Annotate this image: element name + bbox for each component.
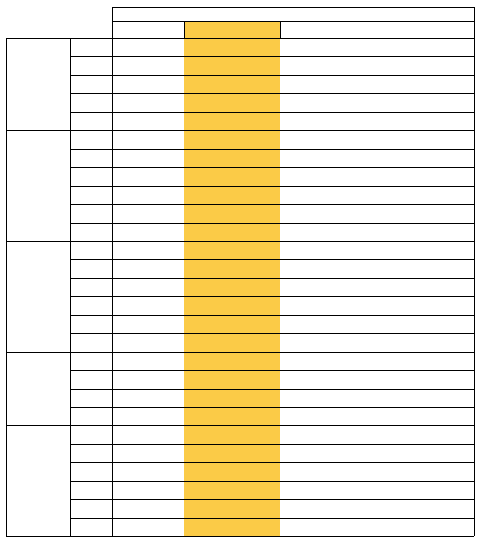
miyazu-departure-time: [233, 241, 280, 259]
arrow-miyazu-east: [280, 186, 403, 204]
amino-time: [353, 241, 403, 259]
arrow-nishimaizuru-miyazu: [162, 75, 184, 93]
amino-time: [353, 167, 403, 185]
toyooka-time: [403, 315, 474, 333]
miyazu-arrival-time: [184, 444, 233, 462]
arrow-nishimaizuru-miyazu: [162, 462, 184, 480]
miyazu-arrival-time: [184, 223, 233, 241]
arrow-nishimaizuru-miyazu: [162, 241, 184, 259]
station-amino: [353, 21, 403, 38]
miyazu-arrival-time: [184, 38, 233, 56]
arrow-nishimaizuru-miyazu: [162, 149, 184, 167]
miyazu-arrival-time: [184, 370, 233, 388]
nishimaizuru-time: [112, 112, 162, 130]
arrow-nishimaizuru-miyazu: [162, 186, 184, 204]
toyooka-time: [403, 370, 474, 388]
train-number: [70, 462, 112, 480]
arrow-miyazu-east: [280, 130, 403, 148]
miyazu-departure-time: [233, 315, 280, 333]
toyooka-time: [403, 186, 474, 204]
miyazu-arrival-time: [184, 241, 233, 259]
train-number: [70, 112, 112, 130]
train-number: [70, 75, 112, 93]
train-number: [70, 481, 112, 499]
amino-time: [353, 518, 403, 536]
arrow-nishimaizuru-miyazu: [162, 315, 184, 333]
nishimaizuru-time: [112, 315, 162, 333]
miyazu-arrival-time: [184, 499, 233, 517]
miyazu-arrival-time: [184, 204, 233, 222]
miyazu-departure-time: [233, 130, 280, 148]
miyazu-departure-time: [233, 75, 280, 93]
nishimaizuru-time: [112, 38, 162, 56]
nishimaizuru-time: [112, 425, 162, 443]
miyazu-arrival-time: [184, 278, 233, 296]
amino-time: [353, 278, 403, 296]
nishimaizuru-time: [112, 149, 162, 167]
train-number: [70, 204, 112, 222]
miyazu-arrival-time: [184, 75, 233, 93]
arrow-nishimaizuru-miyazu: [162, 38, 184, 56]
arrow-nishimaizuru-miyazu: [162, 481, 184, 499]
miyazu-arrival-time: [184, 389, 233, 407]
nishimaizuru-time: [112, 278, 162, 296]
train-number: [70, 518, 112, 536]
miyazu-departure-time: [233, 278, 280, 296]
station-mineyama: [280, 21, 353, 38]
day-date: [6, 241, 70, 259]
arrow-miyazu-east: [280, 518, 353, 536]
arrow-nishimaizuru-miyazu: [162, 518, 184, 536]
day-date: [6, 425, 70, 443]
arrow-miyazu-east: [280, 75, 403, 93]
arrow-nishimaizuru-miyazu: [162, 56, 184, 74]
toyooka-time: [403, 481, 474, 499]
miyazu-departure-time: [233, 499, 280, 517]
nishimaizuru-time: [112, 56, 162, 74]
miyazu-departure-time: [233, 223, 280, 241]
miyazu-arrival-time: [184, 149, 233, 167]
nishimaizuru-time: [112, 241, 162, 259]
miyazu-departure-time: [233, 389, 280, 407]
nishimaizuru-time: [112, 518, 162, 536]
nishimaizuru-time: [112, 93, 162, 111]
nishimaizuru-time: [112, 444, 162, 462]
header-mid-border: [112, 21, 474, 22]
train-number: [70, 444, 112, 462]
miyazu-arrival-time: [184, 259, 233, 277]
miyazu-departure-time: [233, 462, 280, 480]
arrow-miyazu-east: [280, 315, 403, 333]
miyazu-arrival-time: [184, 56, 233, 74]
nishimaizuru-time: [112, 499, 162, 517]
train-number: [70, 38, 112, 56]
train-number: [70, 241, 112, 259]
arrow-nishimaizuru-miyazu: [162, 444, 184, 462]
train-number: [70, 352, 112, 370]
train-number: [70, 315, 112, 333]
toyooka-time: [403, 352, 474, 370]
train-number: [70, 407, 112, 425]
arrow-miyazu-east: [280, 462, 403, 480]
miyazu-arrival-time: [184, 296, 233, 314]
table-right-border: [474, 38, 475, 536]
arrow-nishimaizuru-miyazu: [162, 93, 184, 111]
train-number: [70, 296, 112, 314]
day-date: [6, 352, 70, 370]
train-number: [70, 333, 112, 351]
nishimaizuru-time: [112, 481, 162, 499]
miyazu-departure-time: [233, 112, 280, 130]
nishimaizuru-time: [112, 389, 162, 407]
arrow-nishimaizuru-miyazu: [162, 499, 184, 517]
toyooka-time: [403, 389, 474, 407]
station-toyooka: [403, 21, 474, 38]
miyazu-arrival-time: [184, 518, 233, 536]
train-number: [70, 186, 112, 204]
arrow-miyazu-east: [280, 149, 353, 167]
arrow-miyazu-east: [280, 223, 353, 241]
arrow-nishimaizuru-miyazu: [162, 204, 184, 222]
train-number: [70, 370, 112, 388]
toyooka-time: [403, 38, 474, 56]
nishimaizuru-time: [112, 407, 162, 425]
toyooka-time: [403, 333, 474, 351]
miyazu-arrival-time: [184, 315, 233, 333]
miyazu-departure-time: [233, 56, 280, 74]
arrow-nishimaizuru-miyazu: [162, 259, 184, 277]
toyooka-time: [403, 499, 474, 517]
miyazu-arrival-time: [184, 333, 233, 351]
arrow-miyazu-east: [280, 370, 403, 388]
miyazu-departure-time: [233, 186, 280, 204]
miyazu-time: [184, 425, 280, 443]
miyazu-departure-time: [233, 38, 280, 56]
miyazu-arrival-time: [184, 130, 233, 148]
arrow-nishimaizuru-miyazu: [162, 223, 184, 241]
station-nishimaizuru: [112, 21, 172, 38]
miyazu-departure-time: [233, 370, 280, 388]
amino-time: [353, 149, 403, 167]
nishimaizuru-time: [112, 296, 162, 314]
miyazu-arrival-time: [184, 112, 233, 130]
nishimaizuru-time: [112, 370, 162, 388]
arrow-miyazu-east: [280, 241, 353, 259]
miyazu-departure-time: [233, 352, 280, 370]
header-title: [112, 7, 474, 21]
arrow-nishimaizuru-miyazu: [162, 425, 184, 443]
arrow-miyazu-east: [280, 481, 403, 499]
train-number: [70, 56, 112, 74]
toyooka-time: [403, 93, 474, 111]
amino-time: [353, 259, 403, 277]
nishimaizuru-time: [112, 167, 162, 185]
arrow-nishimaizuru-miyazu: [162, 370, 184, 388]
arrow-miyazu-east: [280, 499, 403, 517]
nishimaizuru-time: [112, 186, 162, 204]
arrow-miyazu-east: [280, 204, 403, 222]
arrow-miyazu-east: [280, 167, 353, 185]
header-miyazu-right: [280, 21, 281, 38]
toyooka-time: [403, 204, 474, 222]
train-number: [70, 223, 112, 241]
toyooka-time: [403, 56, 474, 74]
miyazu-arrival-time: [184, 167, 233, 185]
arrow-miyazu-east: [280, 278, 353, 296]
nishimaizuru-time: [112, 204, 162, 222]
toyooka-time: [403, 75, 474, 93]
arrow-miyazu-east: [280, 444, 403, 462]
nishimaizuru-time: [112, 333, 162, 351]
day-date: [6, 38, 70, 56]
arrow-miyazu-east: [280, 259, 353, 277]
miyazu-departure-time: [233, 167, 280, 185]
miyazu-departure-time: [233, 444, 280, 462]
train-number: [70, 499, 112, 517]
arrow-miyazu-east: [280, 56, 403, 74]
header-right-border: [474, 7, 475, 38]
toyooka-time: [403, 425, 474, 443]
nishimaizuru-time: [112, 130, 162, 148]
header-left-border: [112, 7, 113, 38]
train-number: [70, 259, 112, 277]
station-miyazu: [184, 21, 280, 38]
toyooka-time: [403, 130, 474, 148]
nishimaizuru-time: [112, 223, 162, 241]
arrow-nishimaizuru-miyazu: [162, 296, 184, 314]
miyazu-departure-time: [233, 333, 280, 351]
header-top-border: [112, 7, 474, 8]
arrow-miyazu-east: [280, 425, 403, 443]
arrow-miyazu-east: [280, 352, 403, 370]
toyooka-time: [403, 518, 474, 536]
arrow-nishimaizuru-miyazu: [162, 167, 184, 185]
arrow-nishimaizuru-miyazu: [162, 333, 184, 351]
miyazu-arrival-time: [184, 352, 233, 370]
miyazu-arrival-time: [184, 462, 233, 480]
arrow-nishimaizuru-miyazu: [162, 407, 184, 425]
train-number: [70, 167, 112, 185]
miyazu-arrival-time: [184, 186, 233, 204]
arrow-nishimaizuru-miyazu: [162, 389, 184, 407]
miyazu-departure-time: [233, 259, 280, 277]
arrow-nishimaizuru-miyazu: [162, 352, 184, 370]
day-date: [6, 130, 70, 148]
arrow-miyazu-east: [280, 38, 403, 56]
miyazu-departure-time: [233, 204, 280, 222]
toyooka-time: [403, 296, 474, 314]
train-number: [70, 93, 112, 111]
toyooka-time: [403, 112, 474, 130]
train-number: [70, 278, 112, 296]
arrow-miyazu-east: [280, 93, 403, 111]
nishimaizuru-time: [112, 352, 162, 370]
miyazu-time: [184, 407, 280, 425]
miyazu-departure-time: [233, 518, 280, 536]
miyazu-departure-time: [233, 149, 280, 167]
train-number: [70, 425, 112, 443]
arrow-miyazu-east: [280, 389, 403, 407]
arrow-miyazu-east: [280, 333, 403, 351]
miyazu-arrival-time: [184, 93, 233, 111]
nishimaizuru-time: [112, 75, 162, 93]
arrow-miyazu-east: [280, 112, 403, 130]
amino-time: [353, 223, 403, 241]
table-left-border: [6, 38, 7, 536]
toyooka-time: [403, 444, 474, 462]
miyazu-departure-time: [233, 296, 280, 314]
arrow-nishimaizuru-miyazu: [162, 112, 184, 130]
train-number: [70, 389, 112, 407]
arrow-nishimaizuru-miyazu: [162, 278, 184, 296]
header-miyazu-left: [184, 21, 185, 38]
nishimaizuru-time: [112, 462, 162, 480]
arrow-nishimaizuru-miyazu: [162, 130, 184, 148]
nishimaizuru-time: [112, 259, 162, 277]
train-number: [70, 130, 112, 148]
miyazu-arrival-time: [184, 481, 233, 499]
arrow-miyazu-east: [280, 296, 403, 314]
train-number: [70, 149, 112, 167]
miyazu-departure-time: [233, 481, 280, 499]
miyazu-departure-time: [233, 93, 280, 111]
toyooka-time: [403, 462, 474, 480]
